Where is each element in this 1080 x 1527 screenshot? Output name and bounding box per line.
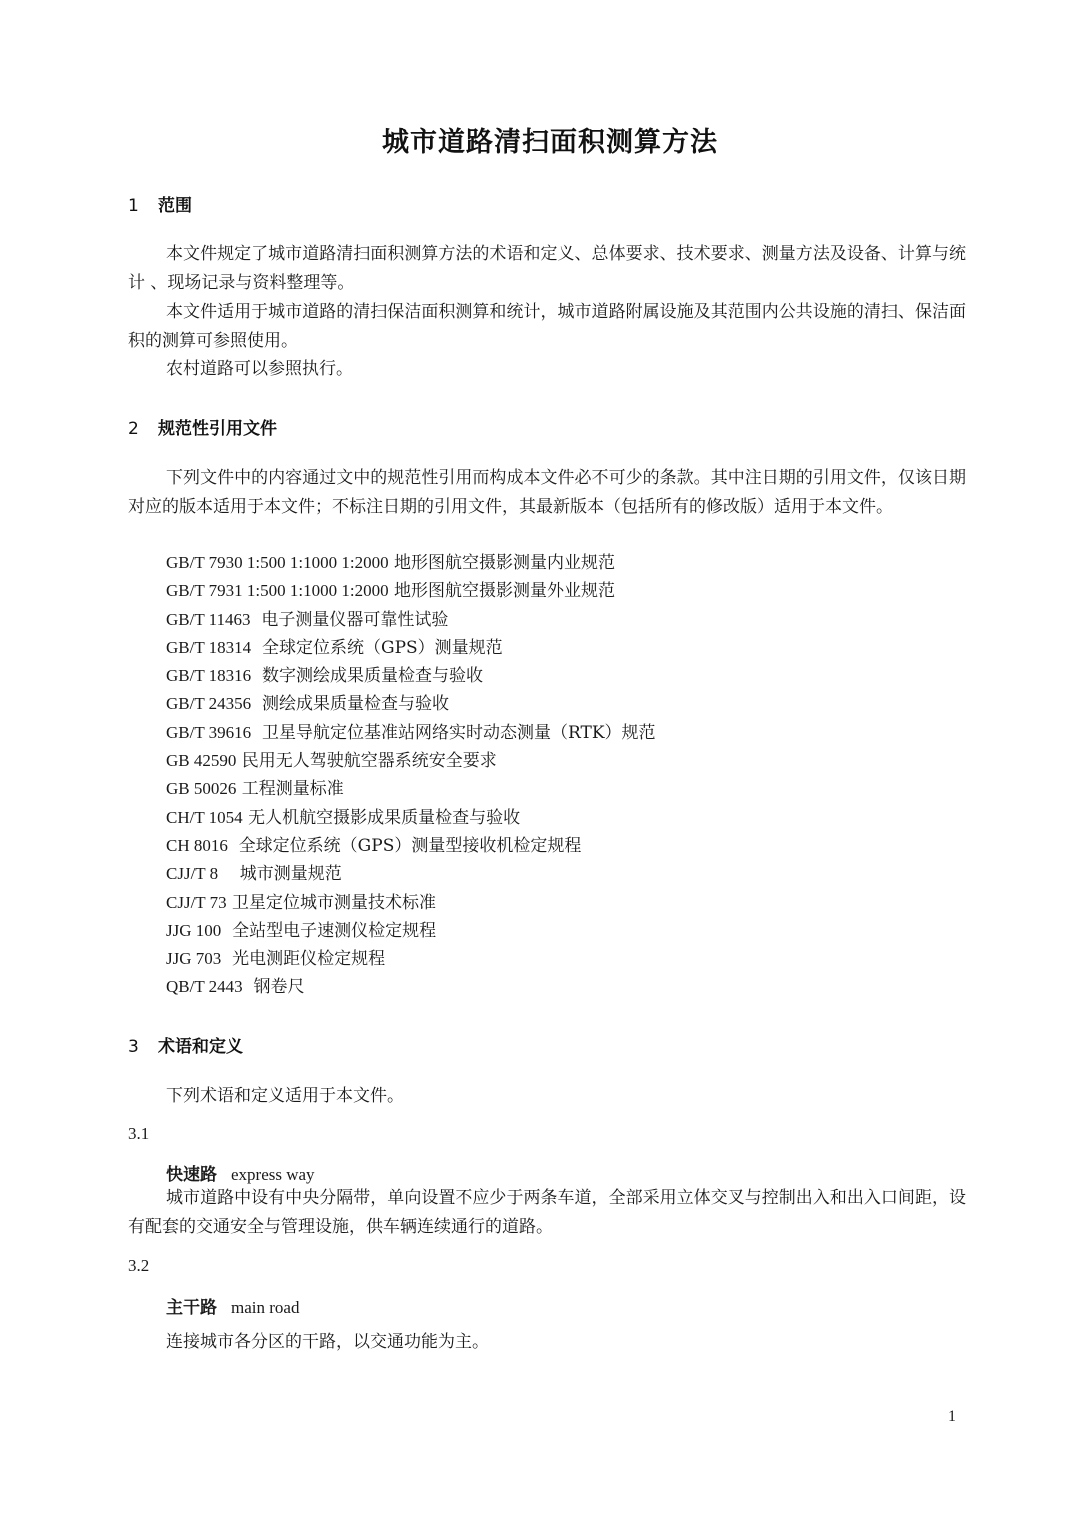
term-definition: 城市道路中设有中央分隔带，单向设置不应少于两条车道，全部采用立体交叉与控制出入和出入口间距，设有配套的交通安全与管理设施，供车辆连续通行的道路。 — [128, 1188, 966, 1237]
reference-item: GB/T 11463 电子测量仪器可靠性试验 — [166, 609, 449, 630]
section-number: 1 — [128, 196, 139, 216]
reference-item: GB/T 39616 卫星导航定位基准站网络实时动态测量（RTK）规范 — [166, 722, 656, 743]
term-definition: 连接城市各分区的干路，以交通功能为主。 — [166, 1332, 489, 1352]
reference-item: CJJ/T 8 城市测量规范 — [166, 864, 342, 885]
reference-item: QB/T 2443 钢卷尺 — [166, 977, 305, 998]
section-3-heading — [128, 1032, 243, 1057]
reference-item: JJG 100 全站型电子速测仪检定规程 — [166, 920, 437, 941]
normative-references-list — [166, 549, 946, 1002]
section-number: 2 — [128, 419, 139, 439]
term-entry — [166, 1293, 299, 1318]
reference-item: GB/T 7930 1:500 1:1000 1:2000 地形图航空摄影测量内业规范 — [166, 553, 615, 573]
section-1-heading — [128, 191, 192, 216]
clause-number: 3.2 — [128, 1256, 150, 1275]
document-title: 城市道路清扫面积测算方法 — [382, 127, 718, 158]
section-1-paragraph-3: 农村道路可以参照执行。 — [166, 359, 353, 379]
section-3-paragraph-1: 下列术语和定义适用于本文件。 — [166, 1086, 404, 1106]
reference-item: GB/T 18314 全球定位系统（GPS）测量规范 — [166, 637, 503, 658]
reference-item: GB/T 18316 数字测绘成果质量检查与验收 — [166, 666, 483, 687]
reference-item: GB/T 24356 测绘成果质量检查与验收 — [166, 694, 449, 715]
term-english: main road — [231, 1298, 300, 1317]
term-english: express way — [231, 1165, 315, 1184]
section-1-paragraph-2: 本文件适用于城市道路的清扫保洁面积测算和统计，城市道路附属设施及其范围内公共设施的清扫、保洁面积的测算可参照使用。 — [128, 302, 966, 351]
section-title: 范围 — [158, 196, 192, 216]
section-number: 3 — [128, 1037, 139, 1057]
reference-item: GB 50026 工程测量标准 — [166, 779, 344, 800]
term-chinese: 主干路 — [166, 1298, 217, 1318]
clause-number: 3.1 — [128, 1124, 150, 1143]
section-2-heading — [128, 414, 277, 439]
reference-item: JJG 703 光电测距仪检定规程 — [166, 949, 386, 970]
reference-item: CH/T 1054 无人机航空摄影成果质量检查与验收 — [166, 807, 521, 828]
reference-item: GB/T 7931 1:500 1:1000 1:2000 地形图航空摄影测量外业规范 — [166, 581, 615, 602]
section-title: 术语和定义 — [158, 1037, 243, 1057]
term-chinese: 快速路 — [166, 1165, 217, 1185]
term-entry — [166, 1160, 315, 1185]
reference-item: CJJ/T 73 卫星定位城市测量技术标准 — [166, 892, 437, 913]
section-title: 规范性引用文件 — [158, 419, 277, 439]
reference-item: CH 8016 全球定位系统（GPS）测量型接收机检定规程 — [166, 835, 582, 856]
section-1-paragraph-1: 本文件规定了城市道路清扫面积测算方法的术语和定义、总体要求、技术要求、测量方法及设备、计算与统计 、现场记录与资料整理等。 — [128, 244, 966, 293]
section-2-paragraph-1: 下列文件中的内容通过文中的规范性引用而构成本文件必不可少的条款。其中注日期的引用文件，仅该日期对应的版本适用于本文件；不标注日期的引用文件，其最新版本（包括所有的修改版）适用于本文件。 — [128, 468, 966, 517]
page-number: 1 — [948, 1408, 956, 1425]
reference-item: GB 42590 民用无人驾驶航空器系统安全要求 — [166, 751, 497, 772]
